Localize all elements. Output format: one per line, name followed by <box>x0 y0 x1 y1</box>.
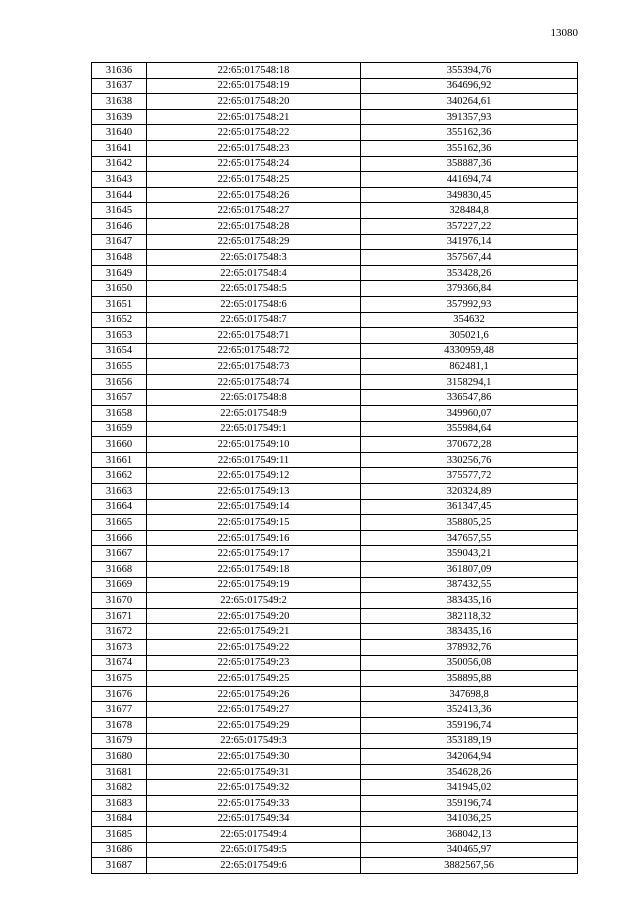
table-row <box>92 390 578 406</box>
cadastral-value-cell: 375577,72 <box>361 468 578 484</box>
row-number-cell: 31643 <box>92 172 147 188</box>
cadastral-value-cell: 379366,84 <box>361 281 578 297</box>
cadastral-value-cell: 336547,86 <box>361 390 578 406</box>
cadastral-number-cell: 22:65:017548:8 <box>147 390 361 406</box>
cadastral-value-cell: 340465,97 <box>361 842 578 858</box>
cadastral-value-cell: 361807,09 <box>361 562 578 578</box>
table-row <box>92 343 578 359</box>
cadastral-number-cell: 22:65:017549:6 <box>147 858 361 874</box>
cadastral-number-cell: 22:65:017549:33 <box>147 795 361 811</box>
cadastral-value-cell: 340264,61 <box>361 94 578 110</box>
cadastral-value-cell: 341945,02 <box>361 780 578 796</box>
row-number-cell: 31662 <box>92 468 147 484</box>
cadastral-value-cell: 355984,64 <box>361 421 578 437</box>
cadastral-number-cell: 22:65:017549:31 <box>147 764 361 780</box>
cadastral-value-cell: 353428,26 <box>361 265 578 281</box>
table-row <box>92 858 578 874</box>
cadastral-value-cell: 354632 <box>361 312 578 328</box>
cadastral-value-cell: 354628,26 <box>361 764 578 780</box>
row-number-cell: 31647 <box>92 234 147 250</box>
cadastral-value-cell: 357992,93 <box>361 296 578 312</box>
row-number-cell: 31641 <box>92 140 147 156</box>
cadastral-value-cell: 349960,07 <box>361 406 578 422</box>
cadastral-number-cell: 22:65:017549:27 <box>147 702 361 718</box>
row-number-cell: 31683 <box>92 795 147 811</box>
table-row <box>92 281 578 297</box>
row-number-cell: 31677 <box>92 702 147 718</box>
row-number-cell: 31638 <box>92 94 147 110</box>
row-number-cell: 31675 <box>92 671 147 687</box>
table-row <box>92 608 578 624</box>
cadastral-number-cell: 22:65:017548:28 <box>147 218 361 234</box>
cadastral-value-cell: 359043,21 <box>361 546 578 562</box>
cadastral-value-cell: 341036,25 <box>361 811 578 827</box>
cadastral-number-cell: 22:65:017549:1 <box>147 421 361 437</box>
cadastral-value-cell: 357227,22 <box>361 218 578 234</box>
row-number-cell: 31664 <box>92 499 147 515</box>
cadastral-number-cell: 22:65:017549:29 <box>147 717 361 733</box>
table-row <box>92 515 578 531</box>
cadastral-value-cell: 358895,88 <box>361 671 578 687</box>
cadastral-number-cell: 22:65:017549:32 <box>147 780 361 796</box>
table-row <box>92 749 578 765</box>
cadastral-number-cell: 22:65:017549:5 <box>147 842 361 858</box>
row-number-cell: 31671 <box>92 608 147 624</box>
row-number-cell: 31653 <box>92 328 147 344</box>
row-number-cell: 31676 <box>92 686 147 702</box>
table-row <box>92 811 578 827</box>
cadastral-number-cell: 22:65:017549:4 <box>147 827 361 843</box>
row-number-cell: 31680 <box>92 749 147 765</box>
cadastral-number-cell: 22:65:017548:9 <box>147 406 361 422</box>
row-number-cell: 31657 <box>92 390 147 406</box>
cadastral-number-cell: 22:65:017549:20 <box>147 608 361 624</box>
cadastral-number-cell: 22:65:017548:27 <box>147 203 361 219</box>
table-row <box>92 655 578 671</box>
cadastral-number-cell: 22:65:017548:71 <box>147 328 361 344</box>
cadastral-value-cell: 358805,25 <box>361 515 578 531</box>
table-row <box>92 203 578 219</box>
row-number-cell: 31681 <box>92 764 147 780</box>
page-number: 13080 <box>550 27 578 39</box>
cadastral-number-cell: 22:65:017548:22 <box>147 125 361 141</box>
cadastral-value-cell: 383435,16 <box>361 624 578 640</box>
cadastral-value-cell: 347698,8 <box>361 686 578 702</box>
row-number-cell: 31670 <box>92 593 147 609</box>
table-row <box>92 312 578 328</box>
row-number-cell: 31682 <box>92 780 147 796</box>
cadastral-number-cell: 22:65:017548:20 <box>147 94 361 110</box>
table-row <box>92 296 578 312</box>
table-row <box>92 374 578 390</box>
table-row <box>92 406 578 422</box>
cadastral-number-cell: 22:65:017548:21 <box>147 109 361 125</box>
cadastral-number-cell: 22:65:017548:24 <box>147 156 361 172</box>
cadastral-value-cell: 355162,36 <box>361 125 578 141</box>
cadastral-value-cell: 353189,19 <box>361 733 578 749</box>
cadastral-number-cell: 22:65:017548:6 <box>147 296 361 312</box>
cadastral-number-cell: 22:65:017548:3 <box>147 250 361 266</box>
table-row <box>92 671 578 687</box>
table-row <box>92 484 578 500</box>
cadastral-number-cell: 22:65:017548:72 <box>147 343 361 359</box>
row-number-cell: 31674 <box>92 655 147 671</box>
cadastral-number-cell: 22:65:017549:26 <box>147 686 361 702</box>
table-row <box>92 624 578 640</box>
cadastral-value-cell: 352413,36 <box>361 702 578 718</box>
cadastral-value-cell: 350056,08 <box>361 655 578 671</box>
cadastral-value-cell: 368042,13 <box>361 827 578 843</box>
table-row <box>92 577 578 593</box>
cadastral-number-cell: 22:65:017549:19 <box>147 577 361 593</box>
table-row <box>92 499 578 515</box>
table-row <box>92 562 578 578</box>
cadastral-number-cell: 22:65:017549:25 <box>147 671 361 687</box>
row-number-cell: 31646 <box>92 218 147 234</box>
row-number-cell: 31642 <box>92 156 147 172</box>
table-row <box>92 359 578 375</box>
cadastral-value-cell: 359196,74 <box>361 795 578 811</box>
row-number-cell: 31686 <box>92 842 147 858</box>
cadastral-value-cell: 3882567,56 <box>361 858 578 874</box>
cadastral-number-cell: 22:65:017549:10 <box>147 437 361 453</box>
cadastral-number-cell: 22:65:017548:29 <box>147 234 361 250</box>
table-row <box>92 827 578 843</box>
cadastral-number-cell: 22:65:017549:16 <box>147 530 361 546</box>
row-number-cell: 31667 <box>92 546 147 562</box>
row-number-cell: 31654 <box>92 343 147 359</box>
cadastral-value-cell: 349830,45 <box>361 187 578 203</box>
row-number-cell: 31684 <box>92 811 147 827</box>
cadastral-number-cell: 22:65:017549:13 <box>147 484 361 500</box>
table-row <box>92 94 578 110</box>
table-row <box>92 468 578 484</box>
table-row <box>92 733 578 749</box>
cadastral-number-cell: 22:65:017549:30 <box>147 749 361 765</box>
row-number-cell: 31656 <box>92 374 147 390</box>
cadastral-value-cell: 357567,44 <box>361 250 578 266</box>
row-number-cell: 31669 <box>92 577 147 593</box>
cadastral-value-cell: 330256,76 <box>361 452 578 468</box>
cadastral-value-cell: 328484,8 <box>361 203 578 219</box>
row-number-cell: 31672 <box>92 624 147 640</box>
cadastral-number-cell: 22:65:017549:34 <box>147 811 361 827</box>
cadastral-number-cell: 22:65:017549:14 <box>147 499 361 515</box>
cadastral-number-cell: 22:65:017549:11 <box>147 452 361 468</box>
row-number-cell: 31666 <box>92 530 147 546</box>
table-row <box>92 218 578 234</box>
cadastral-value-cell: 370672,28 <box>361 437 578 453</box>
table-body <box>92 63 578 874</box>
cadastral-number-cell: 22:65:017549:12 <box>147 468 361 484</box>
row-number-cell: 31678 <box>92 717 147 733</box>
table-row <box>92 437 578 453</box>
cadastral-number-cell: 22:65:017548:18 <box>147 63 361 79</box>
row-number-cell: 31652 <box>92 312 147 328</box>
cadastral-number-cell: 22:65:017549:2 <box>147 593 361 609</box>
table-row <box>92 328 578 344</box>
cadastral-value-cell: 383435,16 <box>361 593 578 609</box>
cadastral-number-cell: 22:65:017549:17 <box>147 546 361 562</box>
cadastral-value-cell: 364696,92 <box>361 78 578 94</box>
row-number-cell: 31645 <box>92 203 147 219</box>
row-number-cell: 31659 <box>92 421 147 437</box>
cadastral-number-cell: 22:65:017548:26 <box>147 187 361 203</box>
table-row <box>92 686 578 702</box>
table-row <box>92 764 578 780</box>
cadastral-number-cell: 22:65:017548:7 <box>147 312 361 328</box>
table-row <box>92 250 578 266</box>
cadastral-value-cell: 320324,89 <box>361 484 578 500</box>
row-number-cell: 31644 <box>92 187 147 203</box>
cadastral-value-cell: 355162,36 <box>361 140 578 156</box>
table-row <box>92 156 578 172</box>
row-number-cell: 31668 <box>92 562 147 578</box>
table-row <box>92 187 578 203</box>
table-row <box>92 717 578 733</box>
cadastral-number-cell: 22:65:017549:3 <box>147 733 361 749</box>
row-number-cell: 31663 <box>92 484 147 500</box>
table-row <box>92 421 578 437</box>
cadastral-number-cell: 22:65:017548:73 <box>147 359 361 375</box>
table-row <box>92 78 578 94</box>
cadastral-value-cell: 341976,14 <box>361 234 578 250</box>
table-row <box>92 639 578 655</box>
row-number-cell: 31679 <box>92 733 147 749</box>
cadastral-number-cell: 22:65:017548:25 <box>147 172 361 188</box>
table-row <box>92 140 578 156</box>
cadastral-number-cell: 22:65:017549:21 <box>147 624 361 640</box>
row-number-cell: 31640 <box>92 125 147 141</box>
cadastral-value-cell: 3158294,1 <box>361 374 578 390</box>
table-row <box>92 593 578 609</box>
row-number-cell: 31650 <box>92 281 147 297</box>
cadastral-value-cell: 4330959,48 <box>361 343 578 359</box>
row-number-cell: 31636 <box>92 63 147 79</box>
cadastral-value-cell: 387432,55 <box>361 577 578 593</box>
table-row <box>92 702 578 718</box>
cadastral-value-cell: 359196,74 <box>361 717 578 733</box>
table-row <box>92 530 578 546</box>
row-number-cell: 31685 <box>92 827 147 843</box>
cadastral-value-cell: 305021,6 <box>361 328 578 344</box>
table-row <box>92 265 578 281</box>
table-row <box>92 172 578 188</box>
row-number-cell: 31655 <box>92 359 147 375</box>
cadastral-number-cell: 22:65:017549:18 <box>147 562 361 578</box>
cadastral-value-cell: 347657,55 <box>361 530 578 546</box>
row-number-cell: 31648 <box>92 250 147 266</box>
table-row <box>92 780 578 796</box>
row-number-cell: 31649 <box>92 265 147 281</box>
table-row <box>92 842 578 858</box>
cadastral-value-cell: 361347,45 <box>361 499 578 515</box>
table-row <box>92 109 578 125</box>
cadastral-value-cell: 355394,76 <box>361 63 578 79</box>
cadastral-value-cell: 342064,94 <box>361 749 578 765</box>
cadastral-number-cell: 22:65:017549:23 <box>147 655 361 671</box>
cadastral-number-cell: 22:65:017549:15 <box>147 515 361 531</box>
row-number-cell: 31665 <box>92 515 147 531</box>
row-number-cell: 31658 <box>92 406 147 422</box>
row-number-cell: 31639 <box>92 109 147 125</box>
cadastral-value-cell: 441694,74 <box>361 172 578 188</box>
cadastral-value-cell: 391357,93 <box>361 109 578 125</box>
row-number-cell: 31651 <box>92 296 147 312</box>
cadastral-value-cell: 378932,76 <box>361 639 578 655</box>
table-row <box>92 125 578 141</box>
table-row <box>92 234 578 250</box>
row-number-cell: 31673 <box>92 639 147 655</box>
cadastral-number-cell: 22:65:017548:23 <box>147 140 361 156</box>
cadastral-number-cell: 22:65:017548:5 <box>147 281 361 297</box>
table-row <box>92 63 578 79</box>
row-number-cell: 31687 <box>92 858 147 874</box>
table-row <box>92 452 578 468</box>
table-row <box>92 546 578 562</box>
cadastral-number-cell: 22:65:017549:22 <box>147 639 361 655</box>
cadastral-number-cell: 22:65:017548:4 <box>147 265 361 281</box>
row-number-cell: 31661 <box>92 452 147 468</box>
cadastral-value-cell: 358887,36 <box>361 156 578 172</box>
table-row <box>92 795 578 811</box>
row-number-cell: 31637 <box>92 78 147 94</box>
cadastral-value-cell: 382118,32 <box>361 608 578 624</box>
row-number-cell: 31660 <box>92 437 147 453</box>
cadastral-value-cell: 862481,1 <box>361 359 578 375</box>
cadastral-number-cell: 22:65:017548:74 <box>147 374 361 390</box>
cadastral-number-cell: 22:65:017548:19 <box>147 78 361 94</box>
cadastral-value-table <box>91 62 578 874</box>
